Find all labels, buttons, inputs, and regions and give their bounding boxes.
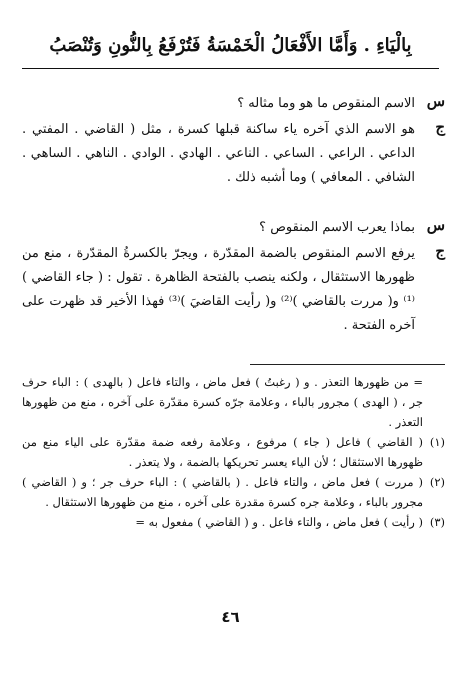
footnote-separator bbox=[250, 364, 445, 365]
footnote-number: (٢) bbox=[429, 475, 445, 489]
footnotes bbox=[22, 372, 445, 532]
question-row bbox=[22, 216, 445, 240]
answer-text: هو الاسم الذي آخره ياء ساكنة قبلها كسرة ، مثل ( القاضي . المفتي . الداعي . الراعي . الساعي . الناعي . الهادي . الوادي . الناهي . الساهي . الشافي . المعافي ) وما أشبه ذلك . bbox=[22, 122, 415, 185]
header-rule bbox=[22, 68, 439, 69]
footnote-text: ( رأيت ) فعل ماض ، والتاء فاعل . و ( القاضي ) مفعول به = bbox=[135, 515, 423, 529]
question-marker: س bbox=[426, 216, 445, 234]
answer-row bbox=[22, 242, 445, 338]
footnote-text: ( القاضي ) فاعل ( جاء ) مرفوع ، وعلامة رفعه ضمة مقدّرة على الياء منع من ظهورها الاستثقال ؛ لأن الياء يعسر تحريكها بالضمة ، ولا يتعذر . bbox=[22, 435, 423, 469]
question-text: الاسم المنقوص ما هو وما مثاله ؟ bbox=[237, 96, 415, 111]
answer-text: يرفع الاسم المنقوص بالضمة المقدّرة ، ويجرّ بالكسرةُ المقدّرة ، منع من ظهورها الاستثقال ، ولكنه ينصب بالفتحة الظاهرة . تقول : ( جاء القاضي )⁽¹⁾ و( مررت بالقاضي )⁽²⁾ و( رأيت القاضيَ )⁽³⁾ فهذا الأخير قد ظهرت على آخره الفتحة . bbox=[22, 246, 415, 333]
footnote-number: (٣) bbox=[429, 515, 445, 529]
running-header: بِالْيَاءِ . وَأَمَّا الأَفْعَالُ الْخَمْسَةُ فَتُرْفَعُ بِالنُّونِ وَتُنْصَبُ bbox=[49, 35, 412, 56]
question-row bbox=[22, 92, 445, 116]
footnote-2 bbox=[22, 472, 445, 512]
page-number: ٤٦ bbox=[221, 608, 240, 626]
footnote-3 bbox=[22, 512, 445, 532]
footnote-number: (١) bbox=[429, 435, 445, 449]
footnote-1 bbox=[22, 432, 445, 472]
qa-block-1 bbox=[22, 92, 445, 190]
answer-marker: ج bbox=[435, 242, 445, 260]
answer-marker: ج bbox=[435, 118, 445, 136]
question-text: بماذا يعرب الاسم المنقوص ؟ bbox=[259, 220, 415, 235]
footnote-continuation: = من ظهورها التعذر . و ( رغبتُ ) فعل ماض ، والتاء فاعل ( بالهدى ) : الباء حرف جر ، ( الهدى ) مجرور بالباء ، وعلامة جرّه كسرة مقدّرة على آخره ، منع من ظهورها التعذر . bbox=[22, 375, 423, 429]
answer-row bbox=[22, 118, 445, 190]
question-marker: س bbox=[426, 92, 445, 110]
footnote-text: ( مررت ) فعل ماض ، والتاء فاعل . ( بالقاضي ) : الباء حرف جر ؛ و ( القاضي ) مجرور بالباء ، وعلامة جره كسرة مقدرة على آخره ، منع من ظهورها الاستثقال . bbox=[22, 475, 423, 509]
qa-block-2 bbox=[22, 216, 445, 338]
